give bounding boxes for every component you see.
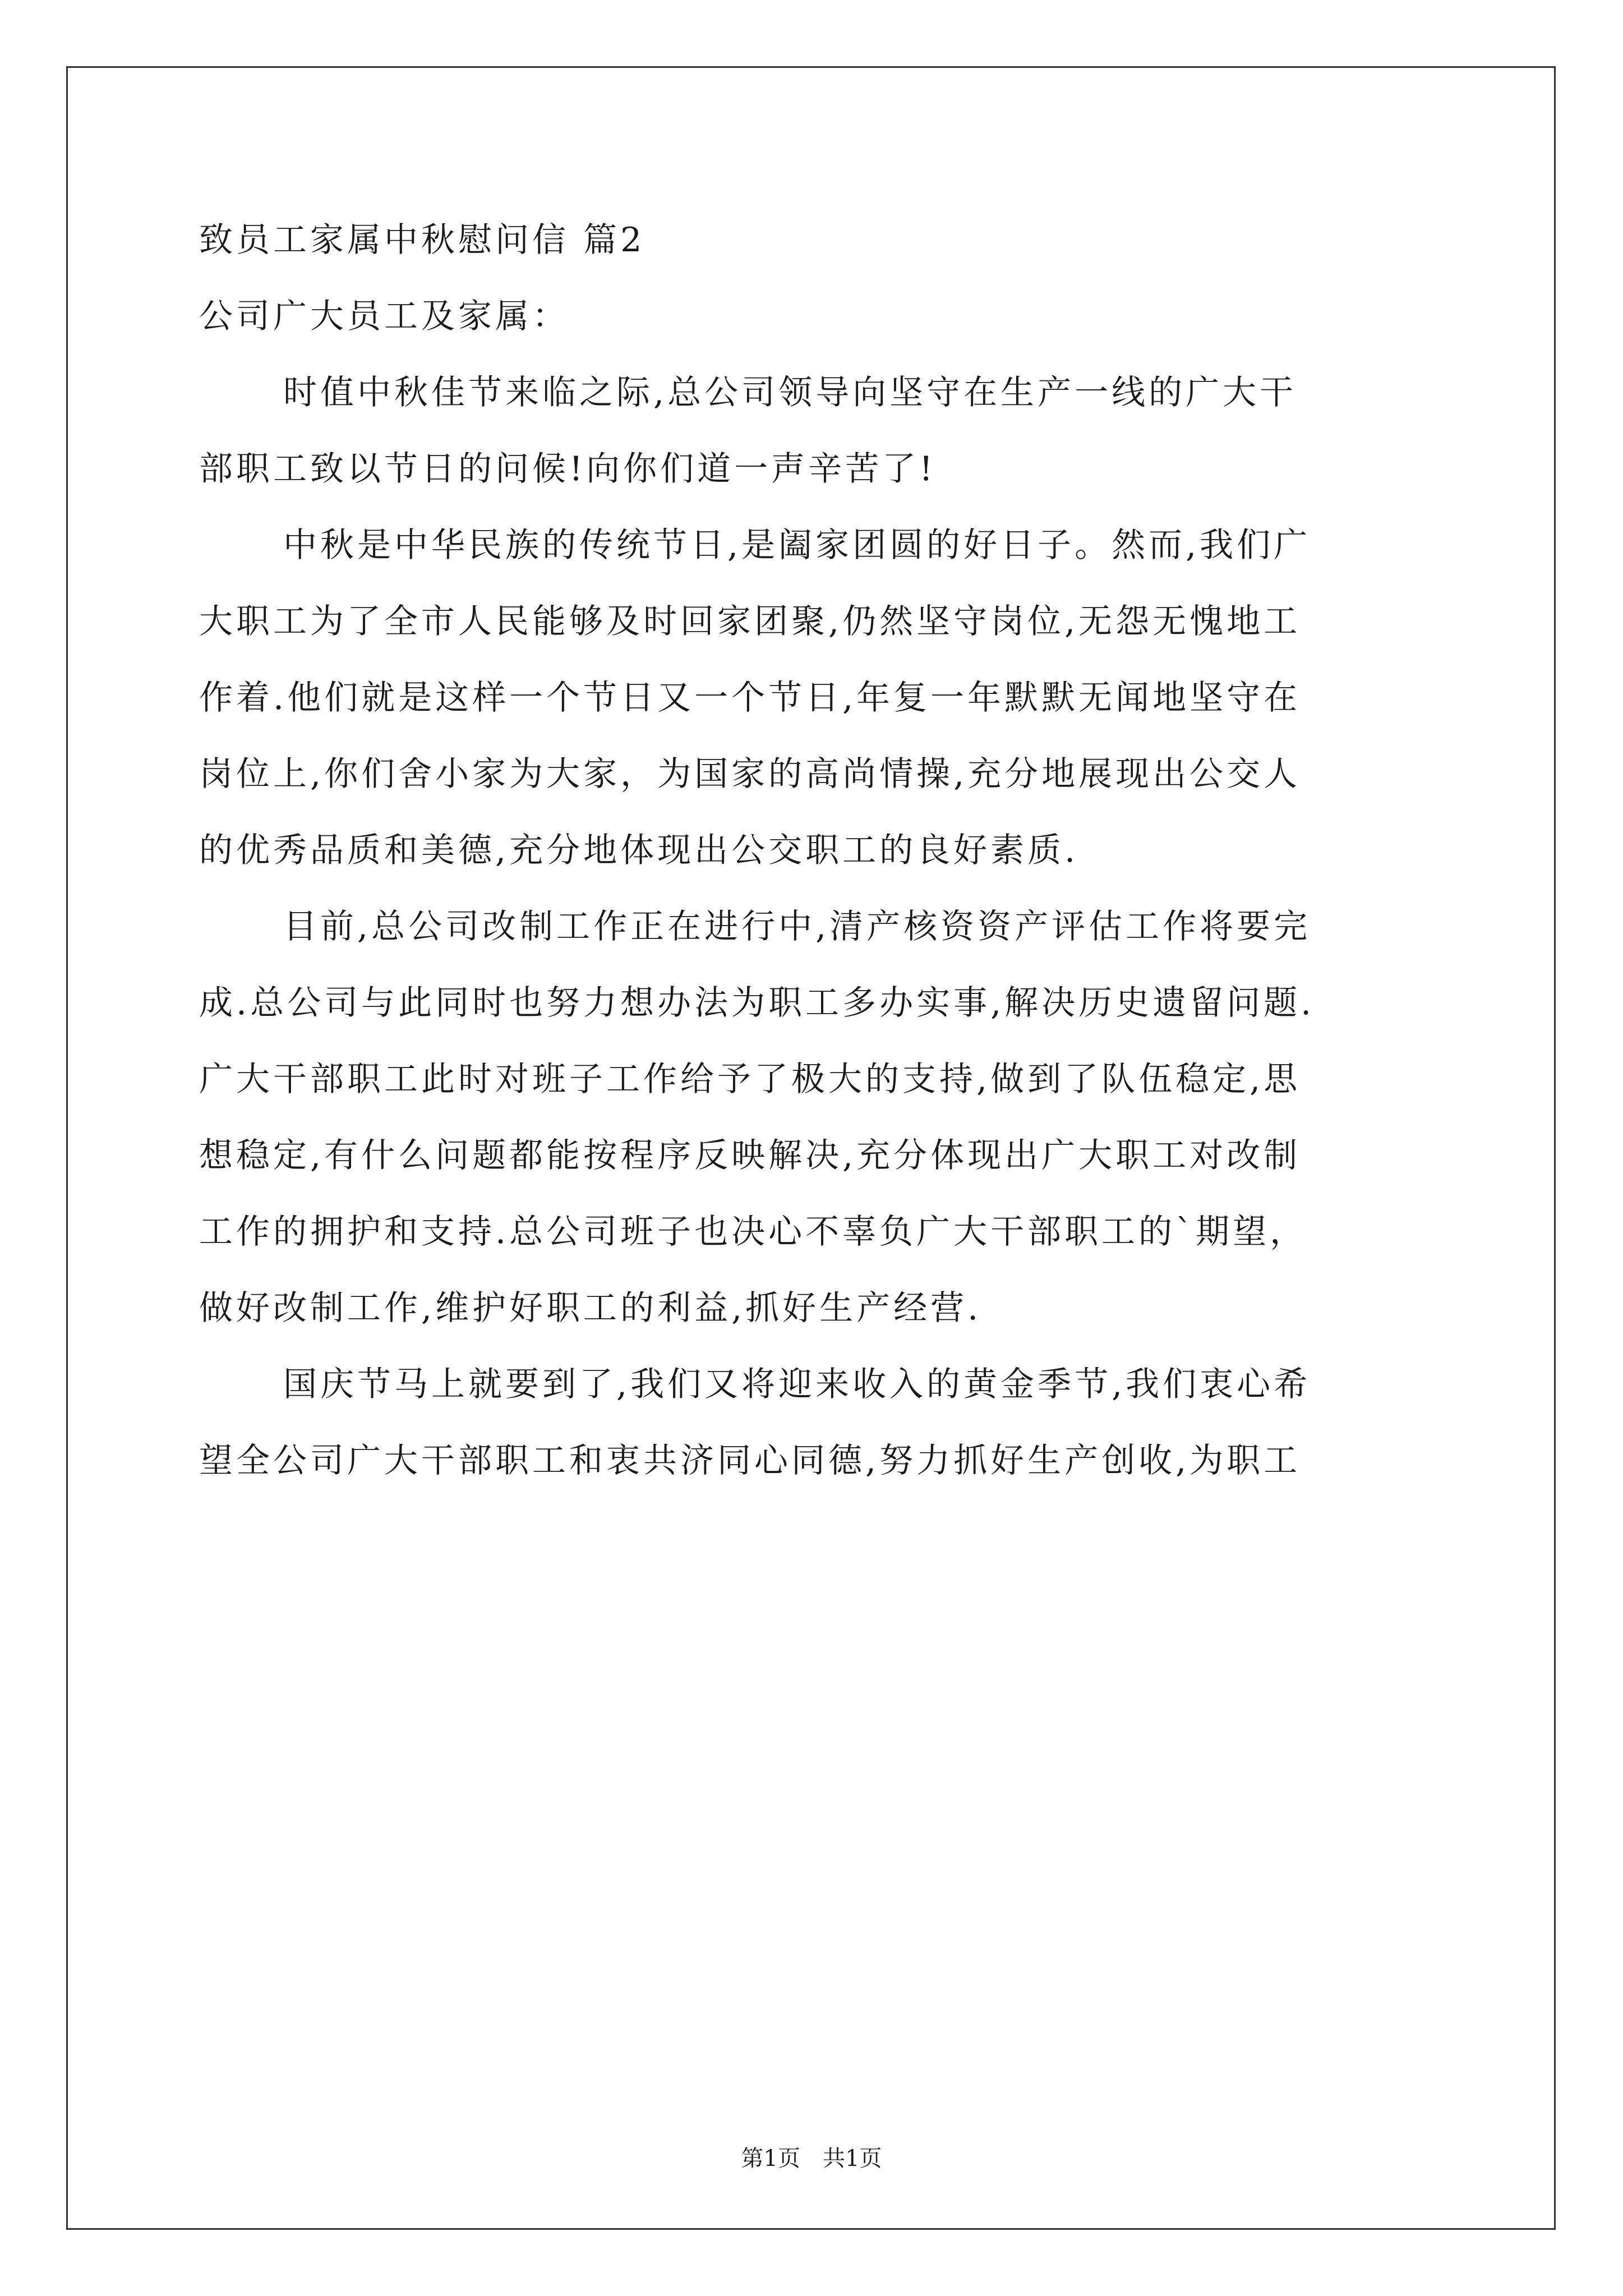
text-line: 想稳定,有什么问题都能按程序反映解决,充分体现出广大职工对改制 [199,1136,1301,1175]
document-body [199,202,1433,1499]
text-line: 工作的拥护和支持.总公司班子也决心不辜负广大干部职工的`期望， [199,1212,1307,1251]
text-line: 部职工致以节日的问候!向你们道一声辛苦了! [199,449,937,489]
text-line: 做好改制工作,维护好职工的利益,抓好生产经营. [199,1289,982,1328]
salutation: 公司广大员工及家属： [199,297,569,336]
text-line: 目前,总公司改制工作正在进行中,清产核资资产评估工作将要完 [283,907,1311,946]
text-line: 国庆节马上就要到了,我们又将迎来收入的黄金季节,我们衷心希 [283,1365,1311,1404]
text-line: 望全公司广大干部职工和衷共济同心同德,努力抓好生产创收,为职工 [199,1441,1301,1480]
text-line: 大职工为了全市人民能够及时回家团聚,仍然坚守岗位,无怨无愧地工 [199,602,1301,641]
text-line: 时值中秋佳节来临之际,总公司领导向坚守在生产一线的广大干 [283,373,1297,412]
text-line: 成.总公司与此同时也努力想办法为职工多办实事,解决历史遗留问题. [199,983,1315,1023]
text-line: 的优秀品质和美德,充分地体现出公交职工的良好素质. [199,831,1079,870]
document-title: 致员工家属中秋慰问信 篇2 [199,220,645,260]
text-line: 广大干部职工此时对班子工作给予了极大的支持,做到了队伍稳定,思 [199,1060,1301,1099]
text-line: 岗位上,你们舍小家为大家，为国家的高尚情操,充分地展现出公交人 [199,754,1301,794]
text-line: 作着.他们就是这样一个节日又一个节日,年复一年默默无闻地坚守在 [199,678,1301,717]
text-line: 中秋是中华民族的传统节日,是阖家团圆的好日子。然而,我们广 [283,526,1311,565]
page-number-footer: 第1页 共1页 [741,2146,882,2171]
